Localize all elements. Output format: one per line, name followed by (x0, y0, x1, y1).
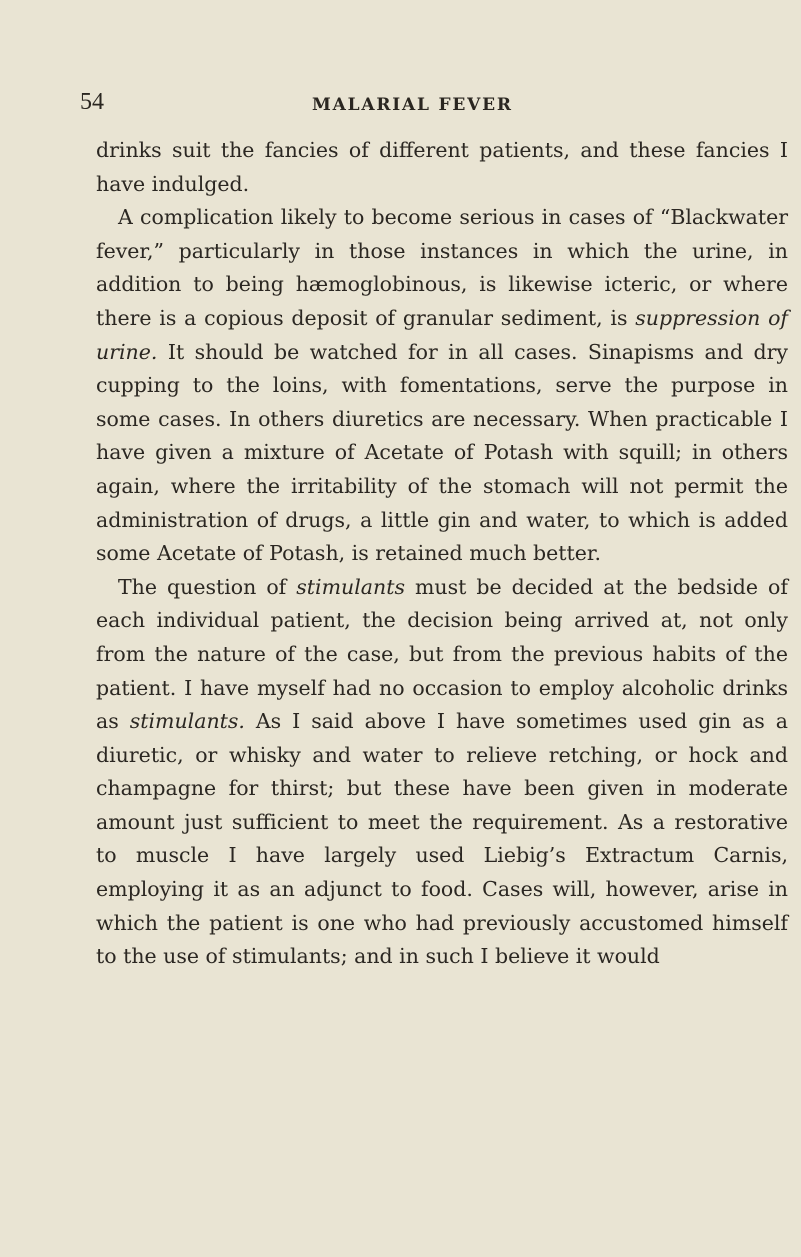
paragraph-stimulants (96, 571, 788, 974)
text-run: It should be watched for in all cases. Sinapisms and dry cupping to the loins, with fomentations, serve the purpose in some cases. In others diuretics are necessary. When practicable I have given a mixture of Acetate of Potash with squill; in others again, where the irritability of the stomach will not permit the administration of drugs, a little gin and water, to which is added some Acetate of Potash, is retained much better. (96, 339, 788, 566)
page-number: 54 (80, 89, 104, 115)
italic-term: suppression of urine. (96, 305, 788, 364)
paragraph-suppression-of-urine (96, 201, 788, 571)
body-text (96, 134, 788, 974)
paragraph-continuation (96, 134, 788, 201)
page-header (0, 89, 801, 125)
text-run: drinks suit the fancies of different patients, and these fancies I have indulged. (96, 138, 788, 196)
italic-term: stimulants. (129, 709, 245, 734)
text-run: must be decided at the bedside of each individual patient, the decision being arrived at, not only from the nature of the case, but from the previous habits of the patient. I have myself had no occasion to employ alcoholic drinks as (96, 574, 788, 734)
text-run: As I said above I have sometimes used gin as a diuretic, or whisky and water to relieve retching, or hock and champagne for thirst; but these have been given in moderate amount just sufficient to meet the requirement. As a restorative to muscle I have largely used Liebig’s Extractum Carnis, employing it as an adjunct to food. Cases will, however, arise in which the patient is one who had previously accustomed himself to the use of stimulants; and in such I believe it would (96, 709, 788, 969)
running-head: MALARIAL FEVER (312, 95, 513, 115)
italic-term: stimulants (296, 574, 405, 599)
text-run: The question of (118, 574, 297, 599)
text-run: A complication likely to become serious in cases of “Blackwater fever,” particularly in those instances in which the urine, in addition to being hæmoglobinous, is likewise icteric, or where there is a copious deposit of granular sediment, is (96, 205, 788, 330)
